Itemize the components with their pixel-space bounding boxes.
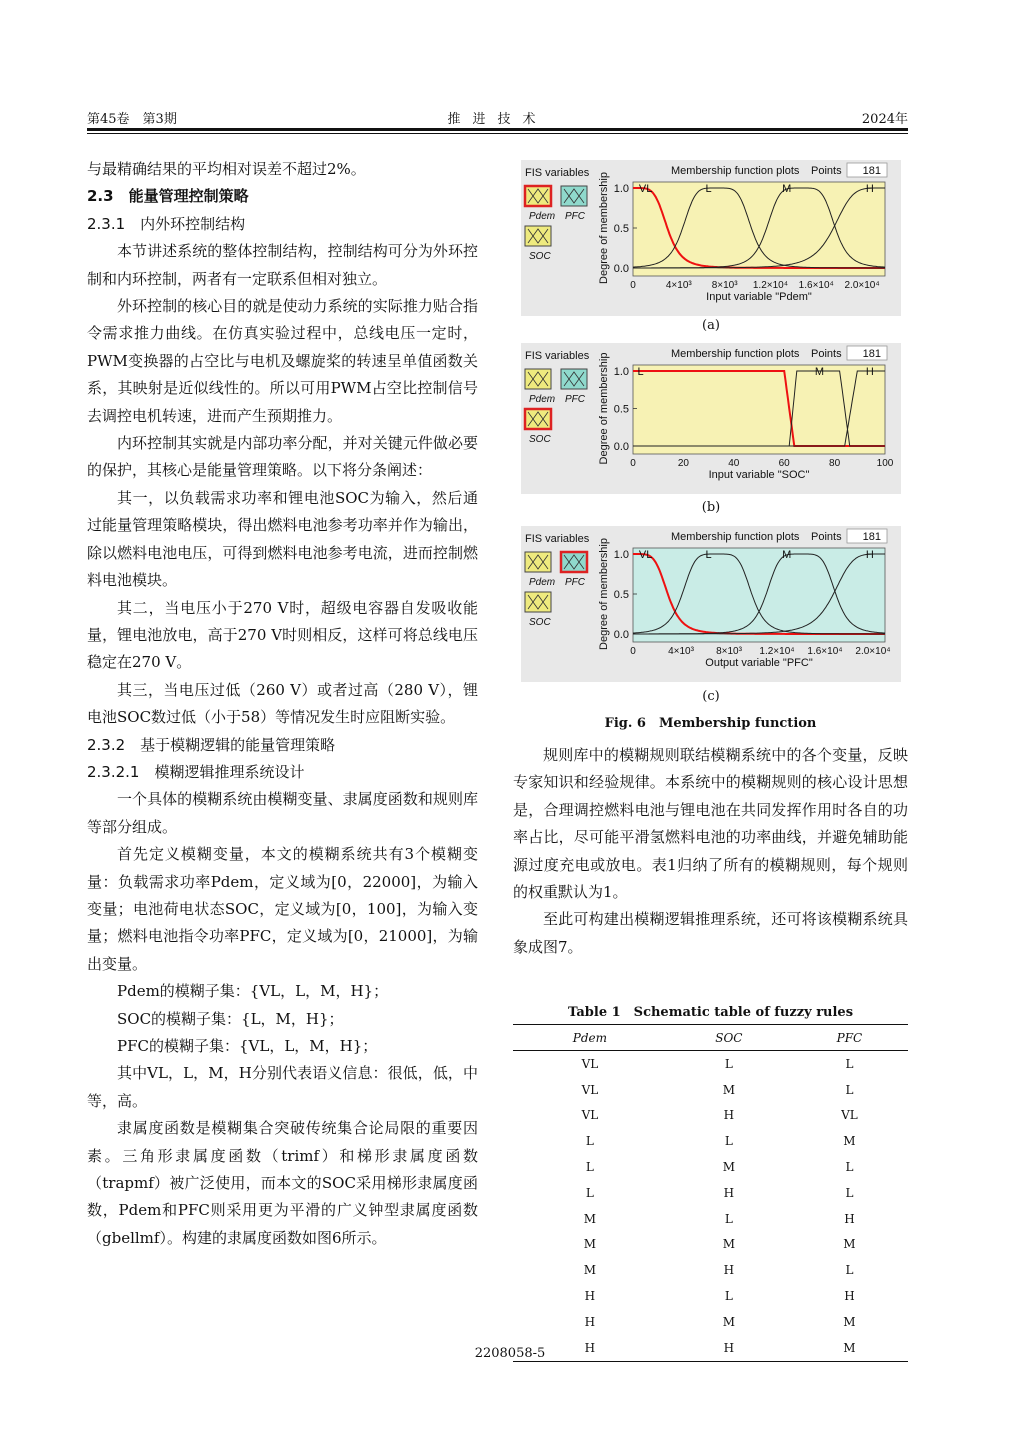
paragraph: 与最精确结果的平均相对误差不超过2%。 xyxy=(87,160,366,178)
x-tick-label: 4×10³ xyxy=(668,646,694,657)
paragraph: 一个具体的模糊系统由模糊变量、隶属度函数和规则库等部分组成。 xyxy=(87,790,478,836)
paragraph: 外环控制的核心目的就是使动力系统的实际推力贴合指令需求推力曲线。在仿真实验过程中，总线电压一定时，PWM变换器的占空比与电机及螺旋桨的转速呈单值函数关系，其映射是近似线性的。所以可用PWM占空比控制信号去调控电机转速，进而产生预期推力。 xyxy=(87,297,478,425)
table-cell: L xyxy=(845,1160,854,1175)
x-tick-label: 4×10³ xyxy=(665,280,692,291)
mf-label: H xyxy=(865,183,874,195)
page-footer: 2208058-5 xyxy=(474,1346,546,1361)
table-cell: H xyxy=(584,1289,596,1304)
membership-chart xyxy=(521,160,901,316)
plot-title: Membership function plots xyxy=(671,348,800,360)
subsection-heading: 2.3.2.1 模糊逻辑推理系统设计 xyxy=(87,762,305,781)
table-row xyxy=(513,1309,908,1335)
x-tick-label: 0 xyxy=(630,646,636,657)
paragraph: 首先定义模糊变量，本文的模糊系统共有3个模糊变量：负载需求功率Pdem，定义域为[0，22000]，为输入变量；电池荷电状态SOC，定义域为[0，100]，为输入变量；燃料电池指令功率PFC，定义域为[0，21000]，为输出变量。 xyxy=(87,845,478,973)
table-cell: H xyxy=(723,1185,735,1200)
mf-label: VL xyxy=(638,549,653,561)
points-label: Points xyxy=(811,348,842,360)
x-axis-label: Input variable "Pdem" xyxy=(706,291,812,303)
table-cell: L xyxy=(724,1211,733,1226)
table-cell: M xyxy=(843,1314,856,1329)
paragraph: 其一，以负载需求功率和锂电池SOC为输入，然后通过能量管理策略模块，得出燃料电池参考功率并作为输出，除以燃料电池电压，可得到燃料电池参考电流，进而控制燃料电池模块。 xyxy=(87,488,478,590)
mf-label: H xyxy=(865,366,874,378)
x-tick-label: 0 xyxy=(630,280,636,291)
fuzzy-rules-table xyxy=(513,1024,908,1362)
table-cell: L xyxy=(585,1134,594,1149)
paragraph: PFC的模糊子集：{VL，L，M，H}； xyxy=(117,1037,378,1055)
table-cell: H xyxy=(723,1108,735,1123)
subsection-heading: 2.3.1 内外环控制结构 xyxy=(87,214,246,233)
table-cell: VL xyxy=(841,1108,858,1123)
table-row xyxy=(513,1257,908,1283)
col-header-soc: SOC xyxy=(667,1025,791,1051)
y-tick-label: 1.0 xyxy=(613,549,629,561)
col-header-pfc: PFC xyxy=(791,1025,908,1051)
paragraph: 至此可构建出模糊逻辑推理系统，还可将该模糊系统具象成图7。 xyxy=(513,910,908,956)
plot-title: Membership function plots xyxy=(671,531,800,543)
fis-variable-name: Pdem xyxy=(529,394,556,405)
y-tick-label: 0.5 xyxy=(613,223,629,235)
points-value: 181 xyxy=(862,348,881,360)
x-tick-label: 1.6×10⁴ xyxy=(807,646,843,657)
fis-variable-name: PFC xyxy=(565,394,585,405)
fis-variable-name: SOC xyxy=(529,251,551,262)
x-tick-label: 2.0×10⁴ xyxy=(855,646,891,657)
header-year: 2024年 xyxy=(861,112,908,127)
fis-variables-label: FIS variables xyxy=(525,350,590,362)
x-tick-label: 80 xyxy=(829,458,841,469)
x-tick-label: 1.2×10⁴ xyxy=(759,646,795,657)
y-tick-label: 0.5 xyxy=(613,589,629,601)
fis-variable-name: SOC xyxy=(529,434,551,445)
mf-label: M xyxy=(782,183,792,195)
paragraph: SOC的模糊子集：{L，M，H}； xyxy=(117,1009,344,1028)
header-journal: 推进技术 xyxy=(447,112,548,127)
paragraph: 内环控制其实就是内部功率分配，并对关键元件做必要的保护，其核心是能量管理策略。以下将分条阐述： xyxy=(87,434,478,480)
fis-variable-name: PFC xyxy=(565,211,585,222)
table-cell: VL xyxy=(581,1082,599,1097)
x-tick-label: 60 xyxy=(778,458,790,469)
table-cell: M xyxy=(722,1237,735,1252)
membership-plot-c xyxy=(521,526,901,682)
table-cell: H xyxy=(844,1289,855,1304)
y-tick-label: 0.5 xyxy=(613,403,629,416)
paragraph: 隶属度函数是模糊集合突破传统集合论局限的重要因素。三角形隶属度函数（trimf）和梯形隶属度函数（trapmf）被广泛使用，而本文的SOC采用梯形隶属度函数，Pdem和PFC则采用更为平滑的广义钟型隶属度函数（gbellmf）。构建的隶属度函数如图6所示。 xyxy=(87,1119,478,1247)
table-cell: L xyxy=(845,1263,854,1278)
table-row xyxy=(513,1154,908,1180)
table-cell: L xyxy=(845,1056,854,1071)
mf-label: M xyxy=(814,366,825,378)
x-tick-label: 1.6×10⁴ xyxy=(798,280,834,291)
panel-label-c: (c) xyxy=(702,689,720,704)
table-cell: H xyxy=(844,1211,855,1226)
table-cell: L xyxy=(724,1134,733,1149)
paragraph: 规则库中的模糊规则联结模糊系统中的各个变量，反映专家知识和经验规律。本系统中的模糊规则的核心设计思想是，合理调控燃料电池与锂电池在共同发挥作用时各自的功率占比，尽可能平滑氢燃料电池的功率曲线，并避免辅助能源过度充电或放电。表1归纳了所有的模糊规则，每个规则的权重默认为1。 xyxy=(513,746,908,902)
x-tick-label: 8×10³ xyxy=(716,646,742,657)
membership-chart xyxy=(521,526,901,682)
figure-caption: Fig. 6 Membership function xyxy=(604,716,817,731)
y-axis-label: Degree of membership xyxy=(598,352,610,465)
table-cell: M xyxy=(722,1314,735,1329)
plot-title: Membership function plots xyxy=(671,165,800,177)
y-tick-label: 0.0 xyxy=(613,263,629,275)
membership-plot-b xyxy=(521,343,901,494)
table-cell: L xyxy=(585,1160,594,1175)
x-tick-label: 20 xyxy=(677,458,689,469)
table-cell: H xyxy=(513,1335,667,1361)
section-heading: 2.3 能量管理控制策略 xyxy=(87,187,249,206)
table-row xyxy=(513,1051,908,1077)
table-cell: M xyxy=(583,1237,597,1252)
points-value: 181 xyxy=(862,531,881,543)
header-volume: 第45卷 第3期 xyxy=(87,112,177,127)
table-cell: M xyxy=(722,1160,735,1175)
table-row xyxy=(513,1103,908,1129)
x-axis-label: Input variable "SOC" xyxy=(708,469,810,481)
table-cell: L xyxy=(845,1082,854,1097)
table-row xyxy=(513,1128,908,1154)
table-caption: Table 1 Schematic table of fuzzy rules xyxy=(567,1005,854,1020)
left-column xyxy=(87,156,478,1252)
header-rule-thin xyxy=(87,133,908,134)
table-cell: VL xyxy=(581,1108,599,1123)
x-tick-label: 8×10³ xyxy=(711,280,738,291)
paragraph: 其二，当电压小于270 V时，超级电容器自发吸收能量，锂电池放电，高于270 V时则相反，这样可将总线电压稳定在270 V。 xyxy=(87,598,478,672)
paragraph: 本节讲述系统的整体控制结构，控制结构可分为外环控制和内环控制，两者有一定联系但相对独立。 xyxy=(87,242,478,288)
table-cell: M xyxy=(843,1134,856,1149)
fis-variables-label: FIS variables xyxy=(525,533,590,545)
table-row xyxy=(513,1077,908,1103)
table-cell: M xyxy=(791,1335,908,1361)
table-cell: H xyxy=(667,1335,791,1361)
fis-variable-name: Pdem xyxy=(529,577,556,588)
y-tick-label: 1.0 xyxy=(613,183,629,195)
table-cell: VL xyxy=(581,1056,599,1071)
subsection-heading: 2.3.2 基于模糊逻辑的能量管理策略 xyxy=(87,735,336,754)
fis-variables-label: FIS variables xyxy=(525,167,590,179)
y-tick-label: 0.0 xyxy=(613,441,629,453)
membership-plot-a xyxy=(521,160,901,316)
plot-area xyxy=(633,365,885,454)
x-tick-label: 2.0×10⁴ xyxy=(844,280,880,291)
paragraph: 其三，当电压过低（260 V）或者过高（280 V），锂电池SOC数过低（小于58）等情况发生时应阻断实验。 xyxy=(87,680,478,727)
x-tick-label: 100 xyxy=(876,458,894,469)
plot-area xyxy=(633,548,885,642)
fis-variable-name: PFC xyxy=(565,577,585,588)
y-axis-label: Degree of membership xyxy=(598,538,610,650)
membership-chart xyxy=(521,343,901,494)
table-cell: M xyxy=(843,1237,856,1252)
running-header xyxy=(87,108,908,130)
table-cell: L xyxy=(585,1185,594,1200)
table-row xyxy=(513,1206,908,1232)
paragraph: Pdem的模糊子集：{VL，L，M，H}； xyxy=(117,982,389,1001)
table-cell: M xyxy=(722,1082,735,1097)
fis-variable-name: Pdem xyxy=(529,211,556,222)
mf-label: L xyxy=(705,549,712,561)
y-tick-label: 1.0 xyxy=(613,366,629,378)
panel-label-b: (b) xyxy=(701,500,721,515)
table-cell: H xyxy=(584,1314,596,1329)
table-cell: M xyxy=(583,1211,597,1226)
points-label: Points xyxy=(811,531,842,543)
x-tick-label: 0 xyxy=(630,458,636,469)
x-tick-label: 40 xyxy=(728,458,740,469)
table-row xyxy=(513,1283,908,1309)
paragraph: 其中VL，L，M，H分别代表语义信息：很低，低，中等，高。 xyxy=(87,1064,478,1110)
table-cell: M xyxy=(583,1263,597,1278)
mf-label: M xyxy=(782,549,792,561)
mf-label: H xyxy=(865,549,874,561)
mf-label: VL xyxy=(638,183,653,195)
table-cell: L xyxy=(845,1185,854,1200)
plot-area xyxy=(633,182,885,276)
table-cell: L xyxy=(724,1289,733,1304)
points-value: 181 xyxy=(862,165,881,177)
points-label: Points xyxy=(811,165,842,177)
header-rule xyxy=(87,128,908,131)
table-row xyxy=(513,1180,908,1206)
x-axis-label: Output variable "PFC" xyxy=(705,657,813,669)
table-cell: L xyxy=(724,1056,733,1071)
mf-label: L xyxy=(705,183,712,195)
table-cell: H xyxy=(723,1263,735,1278)
y-tick-label: 0.0 xyxy=(613,629,629,641)
col-header-pdem: Pdem xyxy=(513,1025,667,1051)
table-row xyxy=(513,1232,908,1258)
y-axis-label: Degree of membership xyxy=(598,172,610,284)
mf-label: L xyxy=(637,366,644,378)
x-tick-label: 1.2×10⁴ xyxy=(752,280,789,291)
fis-variable-name: SOC xyxy=(529,617,551,628)
panel-label-a: (a) xyxy=(702,318,720,333)
right-column xyxy=(513,742,908,961)
